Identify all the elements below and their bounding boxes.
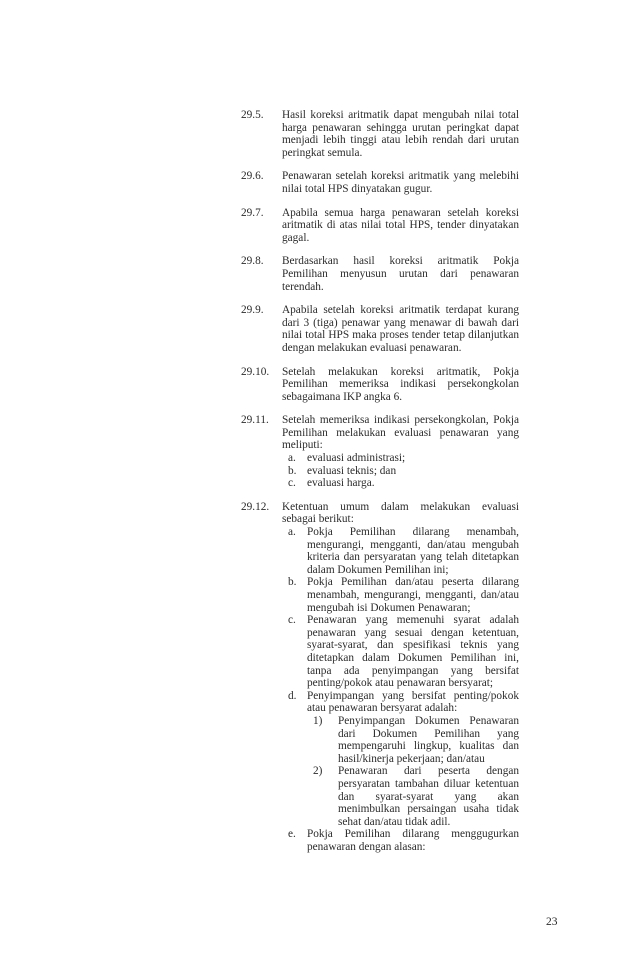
sub-item-text: evaluasi harga. [307, 477, 375, 490]
sub-item [288, 690, 519, 829]
clause-text: Setelah melakukan koreksi aritmatik, Pokja Pemilihan memeriksa indikasi persekongkolan sebagaimana IKP angka 6. [282, 365, 519, 403]
sub-list [282, 526, 519, 853]
clause-number: 29.10. [241, 365, 270, 378]
sub-item [288, 526, 519, 576]
clause-number: 29.7. [241, 206, 264, 219]
sub-item [288, 452, 519, 465]
sub-item [288, 828, 519, 853]
clause-29-5 [241, 109, 519, 159]
clause-number: 29.12. [241, 500, 270, 513]
clause-text: Apabila setelah koreksi aritmatik terdapat kurang dari 3 (tiga) penawar yang menawar di bawah dari nilai total HPS maka proses tender tetap dilanjutkan dengan melakukan evaluasi penawaran. [282, 304, 519, 354]
sub-item-text: evaluasi administrasi; [307, 452, 406, 465]
nested-sub-item [313, 765, 519, 828]
sub-item [288, 477, 519, 490]
nested-sub-item-label: 1) [313, 714, 323, 727]
clause-29-6 [241, 170, 519, 195]
clause-29-11 [241, 414, 519, 490]
sub-item-label: b. [288, 576, 297, 589]
clause-number: 29.5. [241, 109, 264, 121]
sub-item-text: Penyimpangan yang bersifat penting/pokok atau penawaran bersyarat adalah: [307, 689, 519, 715]
clause-text: Apabila semua harga penawaran setelah koreksi aritmatik di atas nilai total HPS, tender dinyatakan gagal. [282, 206, 519, 244]
sub-item-label: a. [288, 526, 296, 539]
sub-item-label: b. [288, 464, 297, 477]
sub-item-label: d. [288, 689, 297, 702]
sub-item-text: Penawaran yang memenuhi syarat adalah penawaran yang sesuai dengan ketentuan, syarat-syarat, dan spesifikasi teknis yang ditetapkan dalam Dokumen Pemilihan ini, tanpa ada penyimpangan yang bersifat penting/pokok atau penawaran bersyarat; [307, 614, 519, 690]
sub-item [288, 576, 519, 614]
clause-number: 29.9. [241, 304, 264, 317]
document-body [241, 109, 519, 864]
clause-number: 29.11. [241, 414, 269, 427]
clause-number: 29.8. [241, 255, 264, 268]
sub-item-label: c. [288, 477, 296, 490]
nested-sub-item-text: Penyimpangan Dokumen Penawaran dari Dokumen Pemilihan yang mempengaruhi lingkup, kualitas dan hasil/kinerja pekerjaan; dan/atau [338, 714, 519, 765]
sub-item-text: evaluasi teknis; dan [307, 464, 397, 477]
clause-29-9 [241, 304, 519, 354]
nested-sub-item [313, 715, 519, 765]
sub-item-label: a. [288, 452, 296, 465]
sub-item-text: Pokja Pemilihan dilarang menggugurkan penawaran dengan alasan: [307, 828, 519, 853]
clause-text: Penawaran setelah koreksi aritmatik yang melebihi nilai total HPS dinyatakan gugur. [282, 170, 519, 195]
sub-item-text: Pokja Pemilihan dan/atau peserta dilarang menambah, mengurangi, mengganti, dan/atau mengubah isi Dokumen Penawaran; [307, 576, 519, 614]
nested-sub-item-text: Penawaran dari peserta dengan persyaratan tambahan diluar ketentuan dan syarat-syarat yang akan menimbulkan persaingan usaha tidak sehat dan/atau tidak adil. [338, 765, 519, 828]
clause-29-12 [241, 501, 519, 854]
page-number: 23 [546, 916, 558, 928]
nested-sub-item-label: 2) [313, 765, 323, 778]
clause-text: Ketentuan umum dalam melakukan evaluasi sebagai berikut: [282, 500, 519, 526]
nested-sub-list [307, 715, 519, 828]
clause-29-7 [241, 207, 519, 245]
clause-text: Setelah memeriksa indikasi persekongkolan, Pokja Pemilihan melakukan evaluasi penawaran yang meliputi: [282, 414, 519, 452]
sub-item [288, 465, 519, 478]
sub-list [282, 452, 519, 490]
clause-29-10 [241, 366, 519, 404]
clause-text: Hasil koreksi aritmatik dapat mengubah nilai total harga penawaran sehingga urutan peringkat dapat menjadi lebih tinggi atau lebih rendah dari urutan peringkat semula. [282, 109, 519, 159]
clause-29-8 [241, 255, 519, 293]
sub-item-label: c. [288, 614, 296, 627]
clause-number: 29.6. [241, 170, 264, 183]
sub-item-label: e. [288, 828, 296, 841]
clause-text: Berdasarkan hasil koreksi aritmatik Pokja Pemilihan menyusun urutan dari penawaran terendah. [282, 255, 519, 293]
sub-item [288, 614, 519, 690]
sub-item-text: Pokja Pemilihan dilarang menambah, mengurangi, mengganti, dan/atau mengubah kriteria dan persyaratan yang telah ditetapkan dalam Dokumen Pemilihan ini; [307, 526, 519, 576]
